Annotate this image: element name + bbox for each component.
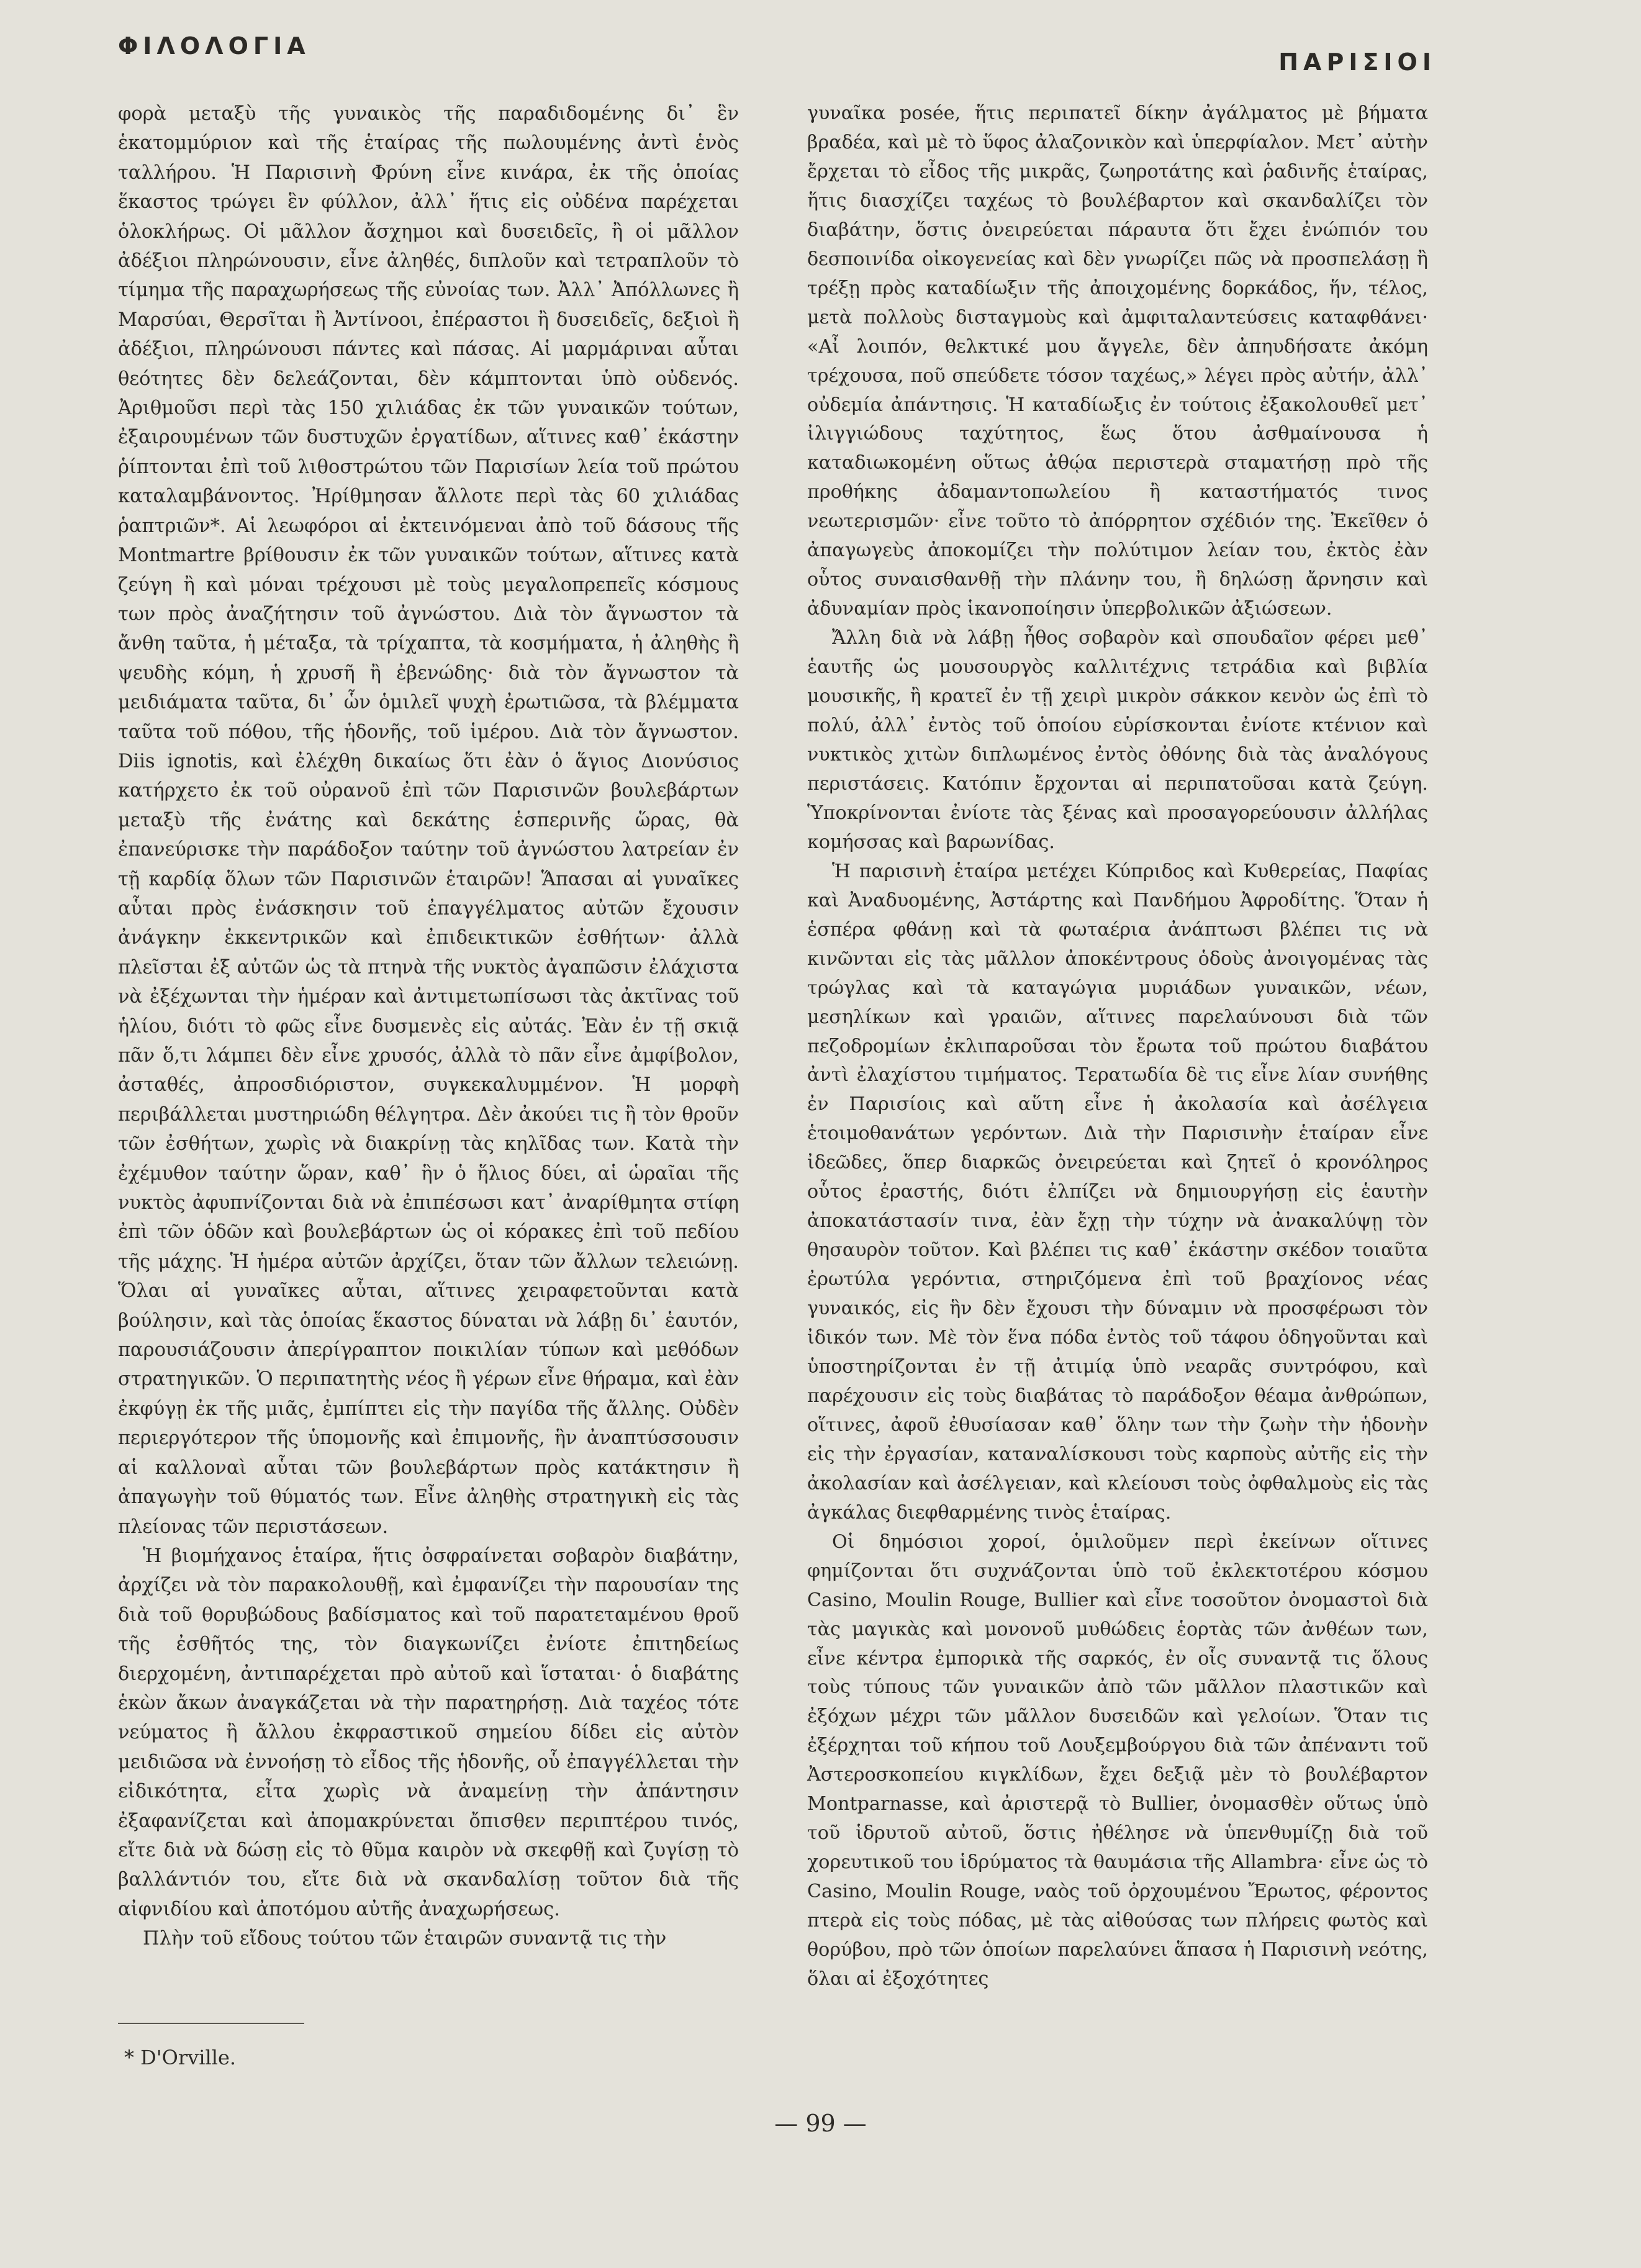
paragraph: Ἄλλη διὰ νὰ λάβῃ ἦθος σοβαρὸν καὶ σπουδαῖον φέρει μεθ᾽ ἑαυτῆς ὡς μουσουργὸς καλλιτέχνις τετράδια καὶ βιβλία μουσικῆς, ἢ κρατεῖ ἐν τῇ χειρὶ μικρὸν σάκκον κενὸν ὡς ἐπὶ τὸ πολύ, ἀλλ᾽ ἐντὸς τοῦ ὁποίου εὑρίσκονται ἐνίοτε κτένιον καὶ νυκτικὸς χιτὼν διπλωμένος ἐντὸς ὀθόνης διὰ τὰς ἀναλόγους περιστάσεις. Κατόπιν ἔρχονται αἱ περιπατοῦσαι κατὰ ζεύγη. Ὑποκρίνονται ἐνίοτε τὰς ξένας καὶ προσαγορεύουσιν ἀλλήλας κομήσσας καὶ βαρωνίδας. [807, 627, 1428, 853]
footnote-divider [118, 2023, 304, 2024]
paragraph: Ἡ παρισινὴ ἑταίρα μετέχει Κύπριδος καὶ Κυθερείας, Παφίας καὶ Ἀναδυομένης, Ἀστάρτης καὶ Πανδήμου Ἀφροδίτης. Ὅταν ἡ ἑσπέρα φθάνῃ καὶ τὰ φωταέρια ἀνάπτωσι βλέπει τις νὰ κινῶνται εἰς τὰς μᾶλλον ἀποκέντρους ὁδοὺς ἀνοιγομένας τὰς τρώγλας καὶ τὰ καταγώγια μυριάδων γυναικῶν, νέων, μεσηλίκων καὶ γραιῶν, αἵτινες παρελαύνουσι διὰ τῶν πεζοδρομίων ἐκλιπαροῦσαι τὸν ἔρωτα τοῦ πρώτου διαβάτου ἀντὶ ἐλαχίστου τιμήματος. Τερατωδία δὲ τις εἶνε λίαν συνήθης ἐν Παρισίοις καὶ αὕτη εἶνε ἡ ἀκολασία καὶ ἀσέλγεια ἑτοιμοθανάτων γερόντων. Διὰ τὴν Παρισινὴν ἑταίραν εἶνε ἰδεῶδες, ὅπερ διαρκῶς ὀνειρεύεται καὶ ζητεῖ ὁ κρονόληρος οὗτος ἐραστής, διότι ἐλπίζει νὰ δημιουργήσῃ εἰς ἑαυτὴν ἀποκατάστασίν τινα, ἐὰν ἔχῃ τὴν τύχην νὰ ἀνακαλύψῃ τὸν θησαυρὸν τοῦτον. Καὶ βλέπει τις καθ᾽ ἑκάστην σκέδον τοιαῦτα ἐρωτύλα γερόντια, στηριζόμενα ἐπὶ τοῦ βραχίονος νέας γυναικός, εἰς ἣν δὲν ἔχουσι τὴν δύναμιν νὰ προσφέρωσι τὸν ἰδικόν των. Μὲ τὸν ἕνα πόδα ἐντὸς τοῦ τάφου ὁδηγοῦνται καὶ ὑποστηρίζονται ἐν τῇ ἀτιμίᾳ ὑπὸ νεαρᾶς συντρόφου, καὶ παρέχουσιν εἰς τοὺς διαβάτας τὸ παράδοξον θέαμα ἀνθρώπων, οἵτινες, ἀφοῦ ἐθυσίασαν καθ᾽ ὅλην των τὴν ζωὴν τὴν ἡδονὴν εἰς τὴν ἐργασίαν, καταναλίσκουσι τοὺς καρποὺς αὐτῆς εἰς τὴν ἀκολασίαν καὶ ἀσέλγειαν, καὶ κλείουσι τοὺς ὀφθαλμοὺς εἰς τὰς ἀγκάλας διεφθαρμένης τινὸς ἑταίρας. [807, 860, 1428, 1524]
footnote: * D'Orville. [124, 2046, 237, 2069]
running-head-left: ΦΙΛΟΛΟΓΙΑ [118, 32, 310, 60]
paragraph: Ἡ βιομήχανος ἑταίρα, ἥτις ὀσφραίνεται σοβαρὸν διαβάτην, ἀρχίζει νὰ τὸν παρακολουθῇ, καὶ ἐμφανίζει τὴν παρουσίαν της διὰ τοῦ θορυβώδους βαδίσματος καὶ τοῦ παρατεταμένου θροῦ τῆς ἐσθῆτός της, τὸν διαγκωνίζει ἐνίοτε ἐπιτηδείως διερχομένη, ἀντιπαρέχεται πρὸ αὐτοῦ καὶ ἵσταται· ὁ διαβάτης ἑκὼν ἄκων ἀναγκάζεται νὰ τὴν παρατηρήσῃ. Διὰ ταχέος τότε νεύματος ἢ ἄλλου ἐκφραστικοῦ σημείου δίδει εἰς αὐτὸν μειδιῶσα νὰ ἐννοήσῃ τὸ εἶδος τῆς ἡδονῆς, οὗ ἐπαγγέλλεται τὴν εἰδικότητα, εἶτα χωρὶς νὰ ἀναμείνῃ τὴν ἀπάντησιν ἐξαφανίζεται καὶ ἀπομακρύνεται ὄπισθεν περιπτέρου τινός, εἴτε διὰ νὰ δώσῃ εἰς τὸ θῦμα καιρὸν νὰ σκεφθῇ καὶ ζυγίσῃ τὸ βαλλάντιόν του, εἴτε διὰ νὰ σκανδαλίσῃ τοῦτον διὰ τῆς αἰφνιδίου καὶ ἀποτόμου αὐτῆς ἀναχωρήσεως. [118, 1545, 739, 1920]
page-number: — 99 — [774, 2110, 867, 2137]
text-column-right [807, 99, 1428, 1994]
paragraph: γυναῖκα posée, ἥτις περιπατεῖ δίκην ἀγάλματος μὲ βήματα βραδέα, καὶ μὲ τὸ ὕφος ἀλαζονικὸν καὶ ὑπερφίαλον. Μετ᾽ αὐτὴν ἔρχεται τὸ εἶδος τῆς μικρᾶς, ζωηροτάτης καὶ ῥαδινῆς ἑταίρας, ἥτις διασχίζει ταχέως τὸ βουλέβαρτον καὶ σκανδαλίζει τὸν διαβάτην, ὅστις ὀνειρεύεται πάραυτα ὅτι ἔχει ἐνώπιόν του δεσποινίδα οἰκογενείας καὶ δὲν γνωρίζει πῶς νὰ προσπελάσῃ ἢ τρέξῃ πρὸς καταδίωξιν τῆς ἀποιχομένης δορκάδος, ἥν, τέλος, μετὰ πολλοὺς δισταγμοὺς καὶ ἀμφιταλαντεύσεις καταφθάνει· «Αἶ λοιπόν, θελκτικέ μου ἄγγελε, δὲν ἀπηυδήσατε ἀκόμη τρέχουσα, ποῦ σπεύδετε τόσον ταχέως,» λέγει πρὸς αὐτήν, ἀλλ᾽ οὐδεμία ἀπάντησις. Ἡ καταδίωξις ἐν τούτοις ἐξακολουθεῖ μετ᾽ ἰλιγγιώδους ταχύτητος, ἕως ὅτου ἀσθμαίνουσα ἡ καταδιωκομένη οὕτως ἀθῴα περιστερὰ σταματήσῃ πρὸ τῆς προθήκης ἀδαμαντοπωλείου ἢ καταστήματός τινος νεωτερισμῶν· εἶνε τοῦτο τὸ ἀπόρρητον σχέδιόν της. Ἐκεῖθεν ὁ ἀπαγωγεὺς ἀποκομίζει τὴν πολύτιμον λείαν του, ἐκτὸς ἐὰν οὗτος συναισθανθῇ τὴν πλάνην του, ἢ δηλώσῃ ἄρνησιν καὶ ἀδυναμίαν πρὸς ἱκανοποίησιν ὑπερβολικῶν ἀξιώσεων. [807, 102, 1428, 620]
paragraph: Πλὴν τοῦ εἴδους τούτου τῶν ἑταιρῶν συναντᾷ τις τὴν [143, 1928, 667, 1950]
paragraph: φορὰ μεταξὺ τῆς γυναικὸς τῆς παραδιδομένης δι᾽ ἓν ἑκατομμύριον καὶ τῆς ἑταίρας τῆς πωλουμένης ἀντὶ ἑνὸς ταλλήρου. Ἡ Παρισινὴ Φρύνη εἶνε κινάρα, ἐκ τῆς ὁποίας ἕκαστος τρώγει ἓν φύλλον, ἀλλ᾽ ἥτις εἰς οὐδένα παρέχεται ὁλοκλήρως. Οἱ μᾶλλον ἄσχημοι καὶ δυσειδεῖς, ἢ οἱ μᾶλλον ἀδέξιοι πληρώνουσιν, εἶνε ἀληθές, διπλοῦν καὶ τετραπλοῦν τὸ τίμημα τῆς παραχωρήσεως τῆς εὐνοίας των. Ἀλλ᾽ Ἀπόλλωνες ἢ Μαρσύαι, Θερσῖται ἢ Ἀντίνοοι, ἐπέραστοι ἢ δυσειδεῖς, δεξιοὶ ἢ ἀδέξιοι, πληρώνουσι πάντες καὶ πάσας. Αἱ μαρμάριναι αὗται θεότητες δὲν δελεάζονται, δὲν κάμπτονται ὑπὸ οὐδενός. Ἀριθμοῦσι περὶ τὰς 150 χιλιάδας ἐκ τῶν γυναικῶν τούτων, ἐξαιρουμένων τῶν δυστυχῶν ἐργατίδων, αἵτινες καθ᾽ ἑκάστην ῥίπτονται ἐπὶ τοῦ λιθοστρώτου τῶν Παρισίων λεία τοῦ πρώτου καταλαμβάνοντος. Ἠρίθμησαν ἄλλοτε περὶ τὰς 60 χιλιάδας ῥαπτριῶν*. Αἱ λεωφόροι αἱ ἐκτεινόμεναι ἀπὸ τοῦ δάσους τῆς Montmartre βρίθουσιν ἐκ τῶν γυναικῶν τούτων, αἵτινες κατὰ ζεύγη ἢ καὶ μόναι τρέχουσι μὲ τοὺς μεγαλοπρεπεῖς κόσμους των πρὸς ἀναζήτησιν τοῦ ἀγνώστου. Διὰ τὸν ἄγνωστον τὰ ἄνθη ταῦτα, ἡ μέταξα, τὰ τρίχαπτα, τὰ κοσμήματα, ἡ ἀληθὴς ἢ ψευδὴς κόμη, ἡ χρυσῆ ἢ ἐβενώδης· διὰ τὸν ἄγνωστον τὰ μειδιάματα ταῦτα, δι᾽ ὧν ὁμιλεῖ ψυχὴ ἐρωτιῶσα, τὰ βλέμματα ταῦτα τοῦ πόθου, τῆς ἡδονῆς, τοῦ ἱμέρου. Διὰ τὸν ἄγνωστον. Diis ignotis, καὶ ἐλέχθη δικαίως ὅτι ἐὰν ὁ ἅγιος Διονύσιος κατήρχετο ἐκ τοῦ οὐρανοῦ ἐπὶ τῶν Παρισινῶν βουλεβάρτων μεταξὺ τῆς ἐνάτης καὶ δεκάτης ἑσπερινῆς ὥρας, θὰ ἐπανεύρισκε τὴν παράδοξον ταύτην τοῦ ἀγνώστου λατρείαν ἐν τῇ καρδίᾳ ὅλων τῶν Παρισινῶν ἑταιρῶν! Ἅπασαι αἱ γυναῖκες αὗται πρὸς ἐνάσκησιν τοῦ ἐπαγγέλματος αὐτῶν ἔχουσιν ἀνάγκην ἐκκεντρικῶν καὶ ἐπιδεικτικῶν ἐσθήτων· ἀλλὰ πλεῖσται ἐξ αὐτῶν ὡς τὰ πτηνὰ τῆς νυκτὸς ἀγαπῶσιν ἐλάχιστα νὰ ἐξέχωνται τὴν ἡμέραν καὶ ἀντιμετωπίσωσι τὰς ἀκτῖνας τοῦ ἡλίου, διότι τὸ φῶς εἶνε δυσμενὲς εἰς αὐτάς. Ἐὰν ἐν τῇ σκιᾷ πᾶν ὅ,τι λάμπει δὲν εἶνε χρυσός, ἀλλὰ τὸ πᾶν εἶνε ἀμφίβολον, ἀσταθές, ἀπροσδιόριστον, συγκεκαλυμμένον. Ἡ μορφὴ περιβάλλεται μυστηριώδη θέλγητρα. Δὲν ἀκούει τις ἢ τὸν θροῦν τῶν ἐσθήτων, χωρὶς νὰ διακρίνῃ τὰς κηλῖδας των. Κατὰ τὴν ἐχέμυθον ταύτην ὥραν, καθ᾽ ἣν ὁ ἥλιος δύει, αἱ ὡραῖαι τῆς νυκτὸς ἀφυπνίζονται διὰ νὰ ἐπιπέσωσι κατ᾽ ἀναρίθμητα στίφη ἐπὶ τῶν ὁδῶν καὶ βουλεβάρτων ὡς οἱ κόρακες ἐπὶ τοῦ πεδίου τῆς μάχης. Ἡ ἡμέρα αὐτῶν ἀρχίζει, ὅταν τῶν ἄλλων τελειώνῃ. Ὅλαι αἱ γυναῖκες αὗται, αἵτινες χειραφετοῦνται κατὰ βούλησιν, καὶ τὰς ὁποίας ἕκαστος δύναται νὰ λάβῃ δι᾽ ἑαυτόν, παρουσιάζουσιν ἀπερίγραπτον ποικιλίαν τύπων καὶ μεθόδων στρατηγικῶν. Ὁ περιπατητὴς νέος ἢ γέρων εἶνε θήραμα, καὶ ἐὰν ἐκφύγῃ ἐκ τῆς μιᾶς, ἐμπίπτει εἰς τὴν παγίδα τῆς ἄλλης. Οὐδὲν περιεργότερον τῆς ὑπομονῆς καὶ ἐπιμονῆς, ἣν ἀναπτύσσουσιν αἱ καλλοναὶ αὗται τῶν βουλεβάρτων πρὸς κατάκτησιν ἢ ἀπαγωγὴν τοῦ θύματός των. Εἶνε ἀληθὴς στρατηγικὴ εἰς τὰς πλείονας τῶν περιστάσεων. [118, 103, 739, 1538]
running-head-right: ΠΑΡΙΣΙΟΙ [1278, 48, 1436, 76]
paragraph: Οἱ δημόσιοι χοροί, ὁμιλοῦμεν περὶ ἐκείνων οἵτινες φημίζονται ὅτι συχνάζονται ὑπὸ τοῦ ἐκλεκτοτέρου κόσμου Casino, Moulin Rouge, Bullier καὶ εἶνε τοσοῦτον ὀνομαστοὶ διὰ τὰς μαγικὰς καὶ μονονοῦ μυθώδεις ἑορτὰς τῶν ἀνθέων των, εἶνε κέντρα ἐμπορικὰ τῆς σαρκός, ἐν οἷς συναντᾷ τις ὅλους τοὺς τύπους τῶν γυναικῶν ἀπὸ τῶν μᾶλλον πλαστικῶν καὶ ἐξόχων μέχρι τῶν μᾶλλον δυσειδῶν καὶ γελοίων. Ὅταν τις ἐξέρχηται τοῦ κήπου τοῦ Λουξεμβούργου διὰ τῶν ἀπέναντι τοῦ Ἀστεροσκοπείου κιγκλίδων, ἔχει δεξιᾷ μὲν τὸ βουλέβαρτον Montparnasse, καὶ ἀριστερᾷ τὸ Bullier, ὀνομασθὲν οὕτως ὑπὸ τοῦ ἱδρυτοῦ αὐτοῦ, ὅστις ἠθέλησε νὰ ὑπενθυμίζῃ διὰ τοῦ χορευτικοῦ του ἱδρύματος τὰ θαυμάσια τῆς Allambra· εἶνε ὡς τὸ Casino, Moulin Rouge, ναὸς τοῦ ὀρχουμένου Ἔρωτος, φέροντος πτερὰ εἰς τοὺς πόδας, μὲ τὰς αἰθούσας των πλήρεις φωτὸς καὶ θορύβου, πρὸ τῶν ὁποίων παρελαύνει ἅπασα ἡ Παρισινὴ νεότης, ὅλαι αἱ ἐξοχότητες [807, 1530, 1428, 1990]
text-column-left [118, 99, 739, 1954]
